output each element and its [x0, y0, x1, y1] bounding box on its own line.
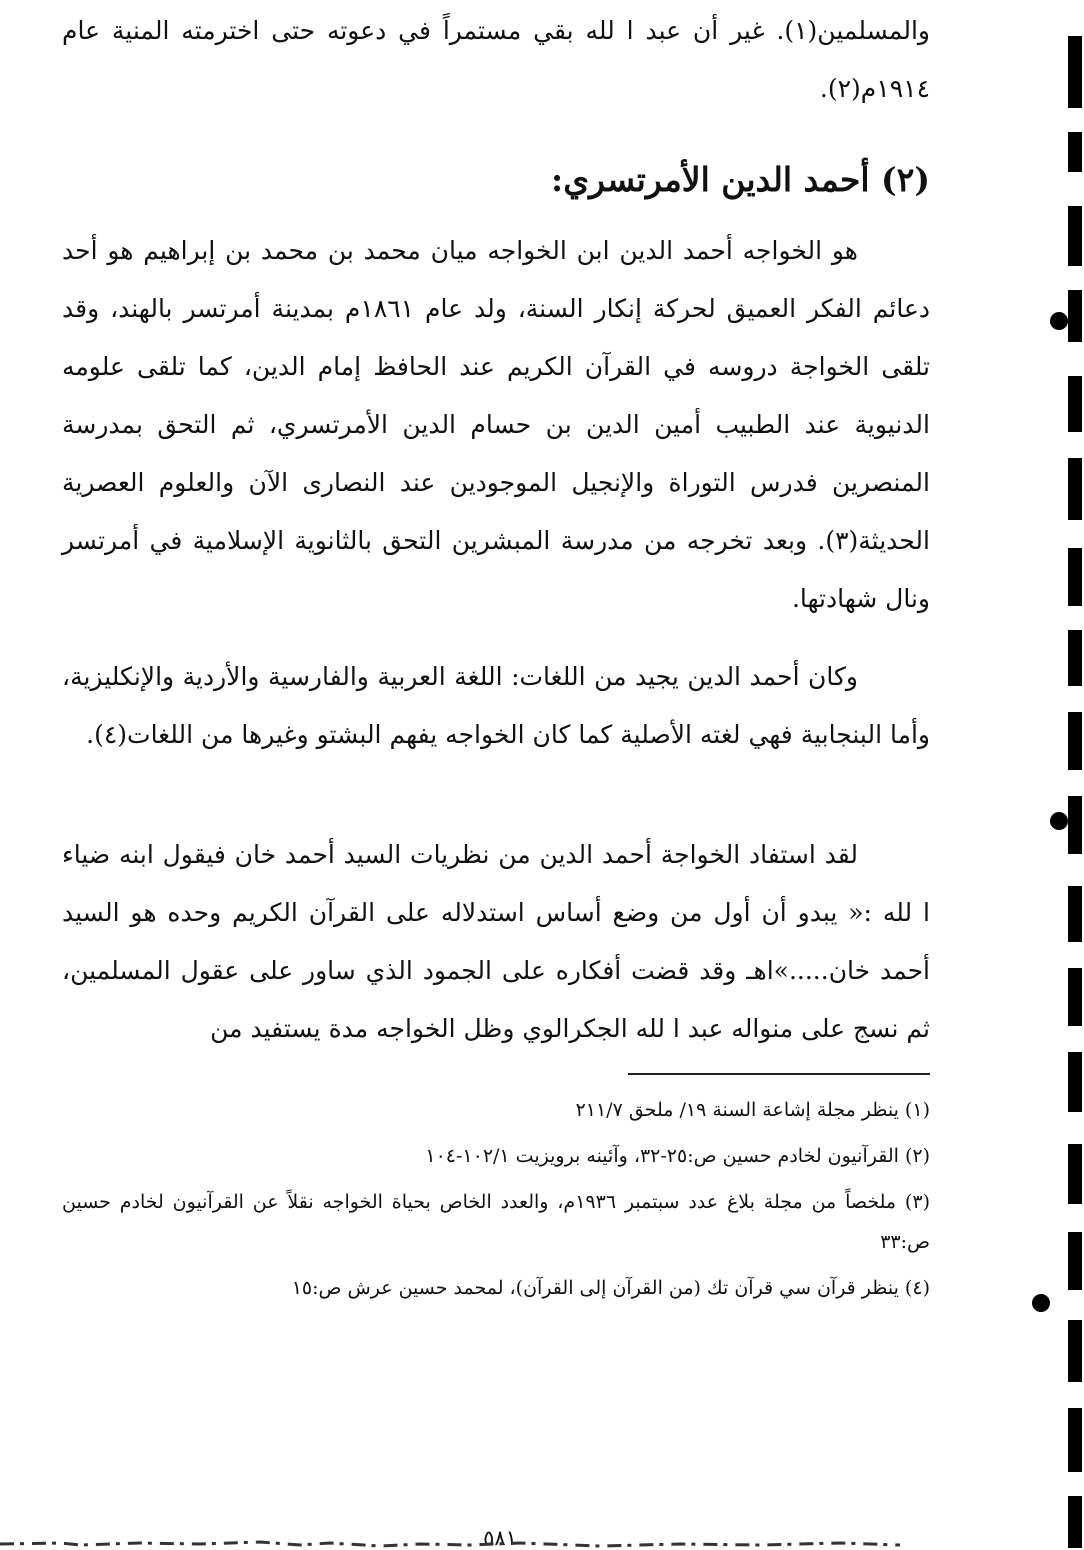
binding-dot [1050, 312, 1068, 330]
footnotes-section [62, 1090, 930, 1308]
binding-dot [1050, 812, 1068, 830]
footnote-3: (٣) ملخصاً من مجلة بلاغ عدد سبتمبر ١٩٣٦م، والعدد الخاص بحياة الخواجه نقلاً عن القرآنيون لخادم حسين ص:٣٣ [62, 1191, 930, 1253]
scan-edge-noise [0, 1538, 900, 1548]
binding-bar [1068, 206, 1082, 266]
binding-bar [1068, 968, 1082, 1026]
binding-bar [1068, 712, 1082, 770]
page-number: ٥٨١ [483, 1526, 517, 1550]
binding-bar [1068, 376, 1082, 432]
binding-bar [1068, 290, 1082, 342]
binding-bar [1068, 1052, 1082, 1112]
binding-bar [1068, 1144, 1082, 1204]
binding-bar [1068, 458, 1082, 520]
binding-bar [1068, 630, 1082, 686]
binding-bar [1068, 886, 1082, 942]
binding-bar [1068, 548, 1082, 606]
binding-bar [1068, 1232, 1082, 1290]
paragraph-languages: وكان أحمد الدين يجيد من اللغات: اللغة العربية والفارسية والأردية والإنكليزية، وأما البنجابية فهي لغته الأصلية كما كان الخواجه يفهم البشتو وغيرها من اللغات(٤). [62, 662, 930, 749]
footnote-4: (٤) ينظر قرآن سي قرآن تك (من القرآن إلى القرآن)، لمحمد حسين عرش ص:١٥ [291, 1277, 930, 1299]
binding-bar [1068, 796, 1082, 854]
paragraph-biography: هو الخواجه أحمد الدين ابن الخواجه ميان محمد بن محمد بن إبراهيم هو أحد دعائم الفكر العميق لحركة إنكار السنة، ولد عام ١٨٦١م بمدينة أمرتسر بالهند، وقد تلقى الخواجة دروسه في القرآن الكريم عند الحافظ إمام الدين، كما تلقى علومه الدنيوية عند الطبيب أمين الدين بن حسام الدين الأمرتسري، ثم التحق بمدرسة المنصرين فدرس التوراة والإنجيل الموجودين عند النصارى الآن والعلوم العصرية الحديثة(٣). وبعد تخرجه من مدرسة المبشرين التحق بالثانوية الإسلامية في أمرتسر ونال شهادتها. [62, 236, 930, 613]
footnote-1: (١) ينظر مجلة إشاعة السنة ١٩/ ملحق ٢١١/٧ [575, 1099, 930, 1121]
binding-bar [1068, 1320, 1082, 1382]
continuation-paragraph: والمسلمين(١). غير أن عبد ا لله بقي مستمراً في دعوته حتى اخترمته المنية عام ١٩١٤م(٢). [62, 16, 930, 103]
footnote-separator [628, 1073, 930, 1075]
section-heading: (٢) أحمد الدين الأمرتسري: [551, 160, 930, 199]
binding-bar [1068, 132, 1082, 172]
binding-bar [1068, 1496, 1082, 1548]
footnote-2: (٢) القرآنيون لخادم حسين ص:٢٥-٣٢، وآئينه برويزيت ١٠٢/١-١٠٤ [425, 1145, 930, 1167]
paragraph-influence: لقد استفاد الخواجة أحمد الدين من نظريات السيد أحمد خان فيقول ابنه ضياء ا لله :« يبدو أن أول من وضع أساس استدلاله على القرآن الكريم وحده هو السيد أحمد خان.....»اهـ وقد قضت أفكاره على الجمود الذي ساور على عقول المسلمين، ثم نسج على منواله عبد ا لله الجكرالوي وظل الخواجه مدة يستفيد من [62, 840, 930, 1043]
binding-bar [1068, 1408, 1082, 1472]
binding-bar [1068, 36, 1082, 108]
binding-dot [1032, 1294, 1050, 1312]
